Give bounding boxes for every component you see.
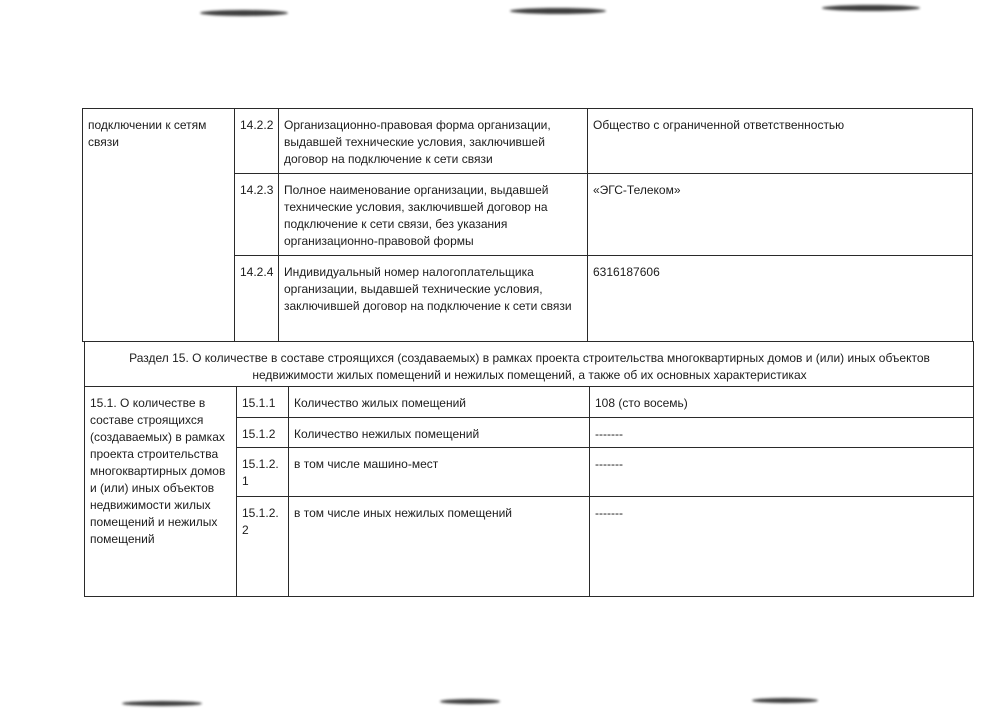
scan-artifact (822, 5, 920, 11)
table-row (83, 109, 973, 174)
row-number: 14.2.2 (235, 109, 279, 174)
row-value: ------- (590, 448, 974, 497)
row-value: «ЭГС-Телеком» (588, 174, 973, 256)
scan-artifact (752, 698, 818, 703)
row-category-cell: 15.1. О количестве в составе строящихся (создаваемых) в рамках проекта строительства многоквартирных домов и (или) иных объектов недвижимости жилых помещений и нежилых помещений (85, 387, 237, 597)
section-heading: Раздел 15. О количестве в составе строящихся (создаваемых) в рамках проекта строительства многоквартирных домов и (или) иных объектов недвижимости жилых помещений и нежилых помещений, а также об их основных характеристиках (85, 342, 974, 387)
row-number: 15.1.2.2 (237, 497, 289, 597)
row-value: 108 (сто восемь) (590, 387, 974, 418)
row-label: в том числе иных нежилых помещений (289, 497, 590, 597)
row-label: Организационно-правовая форма организации, выдавшей технические условия, заключившей договор на подключение к сети связи (279, 109, 588, 174)
row-value: ------- (590, 497, 974, 597)
table-row (85, 387, 974, 418)
telecom-connection-table (82, 108, 973, 342)
row-category-cell: подключении к сетям связи (83, 109, 235, 342)
row-number: 15.1.1 (237, 387, 289, 418)
row-label: Количество нежилых помещений (289, 418, 590, 448)
scan-artifact (122, 701, 202, 706)
row-number: 15.1.2.1 (237, 448, 289, 497)
row-label: Количество жилых помещений (289, 387, 590, 418)
scan-artifact (200, 10, 288, 16)
table-row (85, 342, 974, 387)
row-label: в том числе машино-мест (289, 448, 590, 497)
row-label: Индивидуальный номер налогоплательщика организации, выдавшей технические условия, заключившей договор на подключение к сети связи (279, 256, 588, 342)
row-number: 14.2.3 (235, 174, 279, 256)
scan-artifact (440, 699, 500, 704)
premises-count-table (84, 341, 974, 597)
row-number: 15.1.2 (237, 418, 289, 448)
row-value: 6316187606 (588, 256, 973, 342)
row-label: Полное наименование организации, выдавшей технические условия, заключившей договор на подключение к сети связи, без указания организационно-правовой формы (279, 174, 588, 256)
row-number: 14.2.4 (235, 256, 279, 342)
row-value: ------- (590, 418, 974, 448)
row-value: Общество с ограниченной ответственностью (588, 109, 973, 174)
scan-artifact (510, 8, 606, 14)
